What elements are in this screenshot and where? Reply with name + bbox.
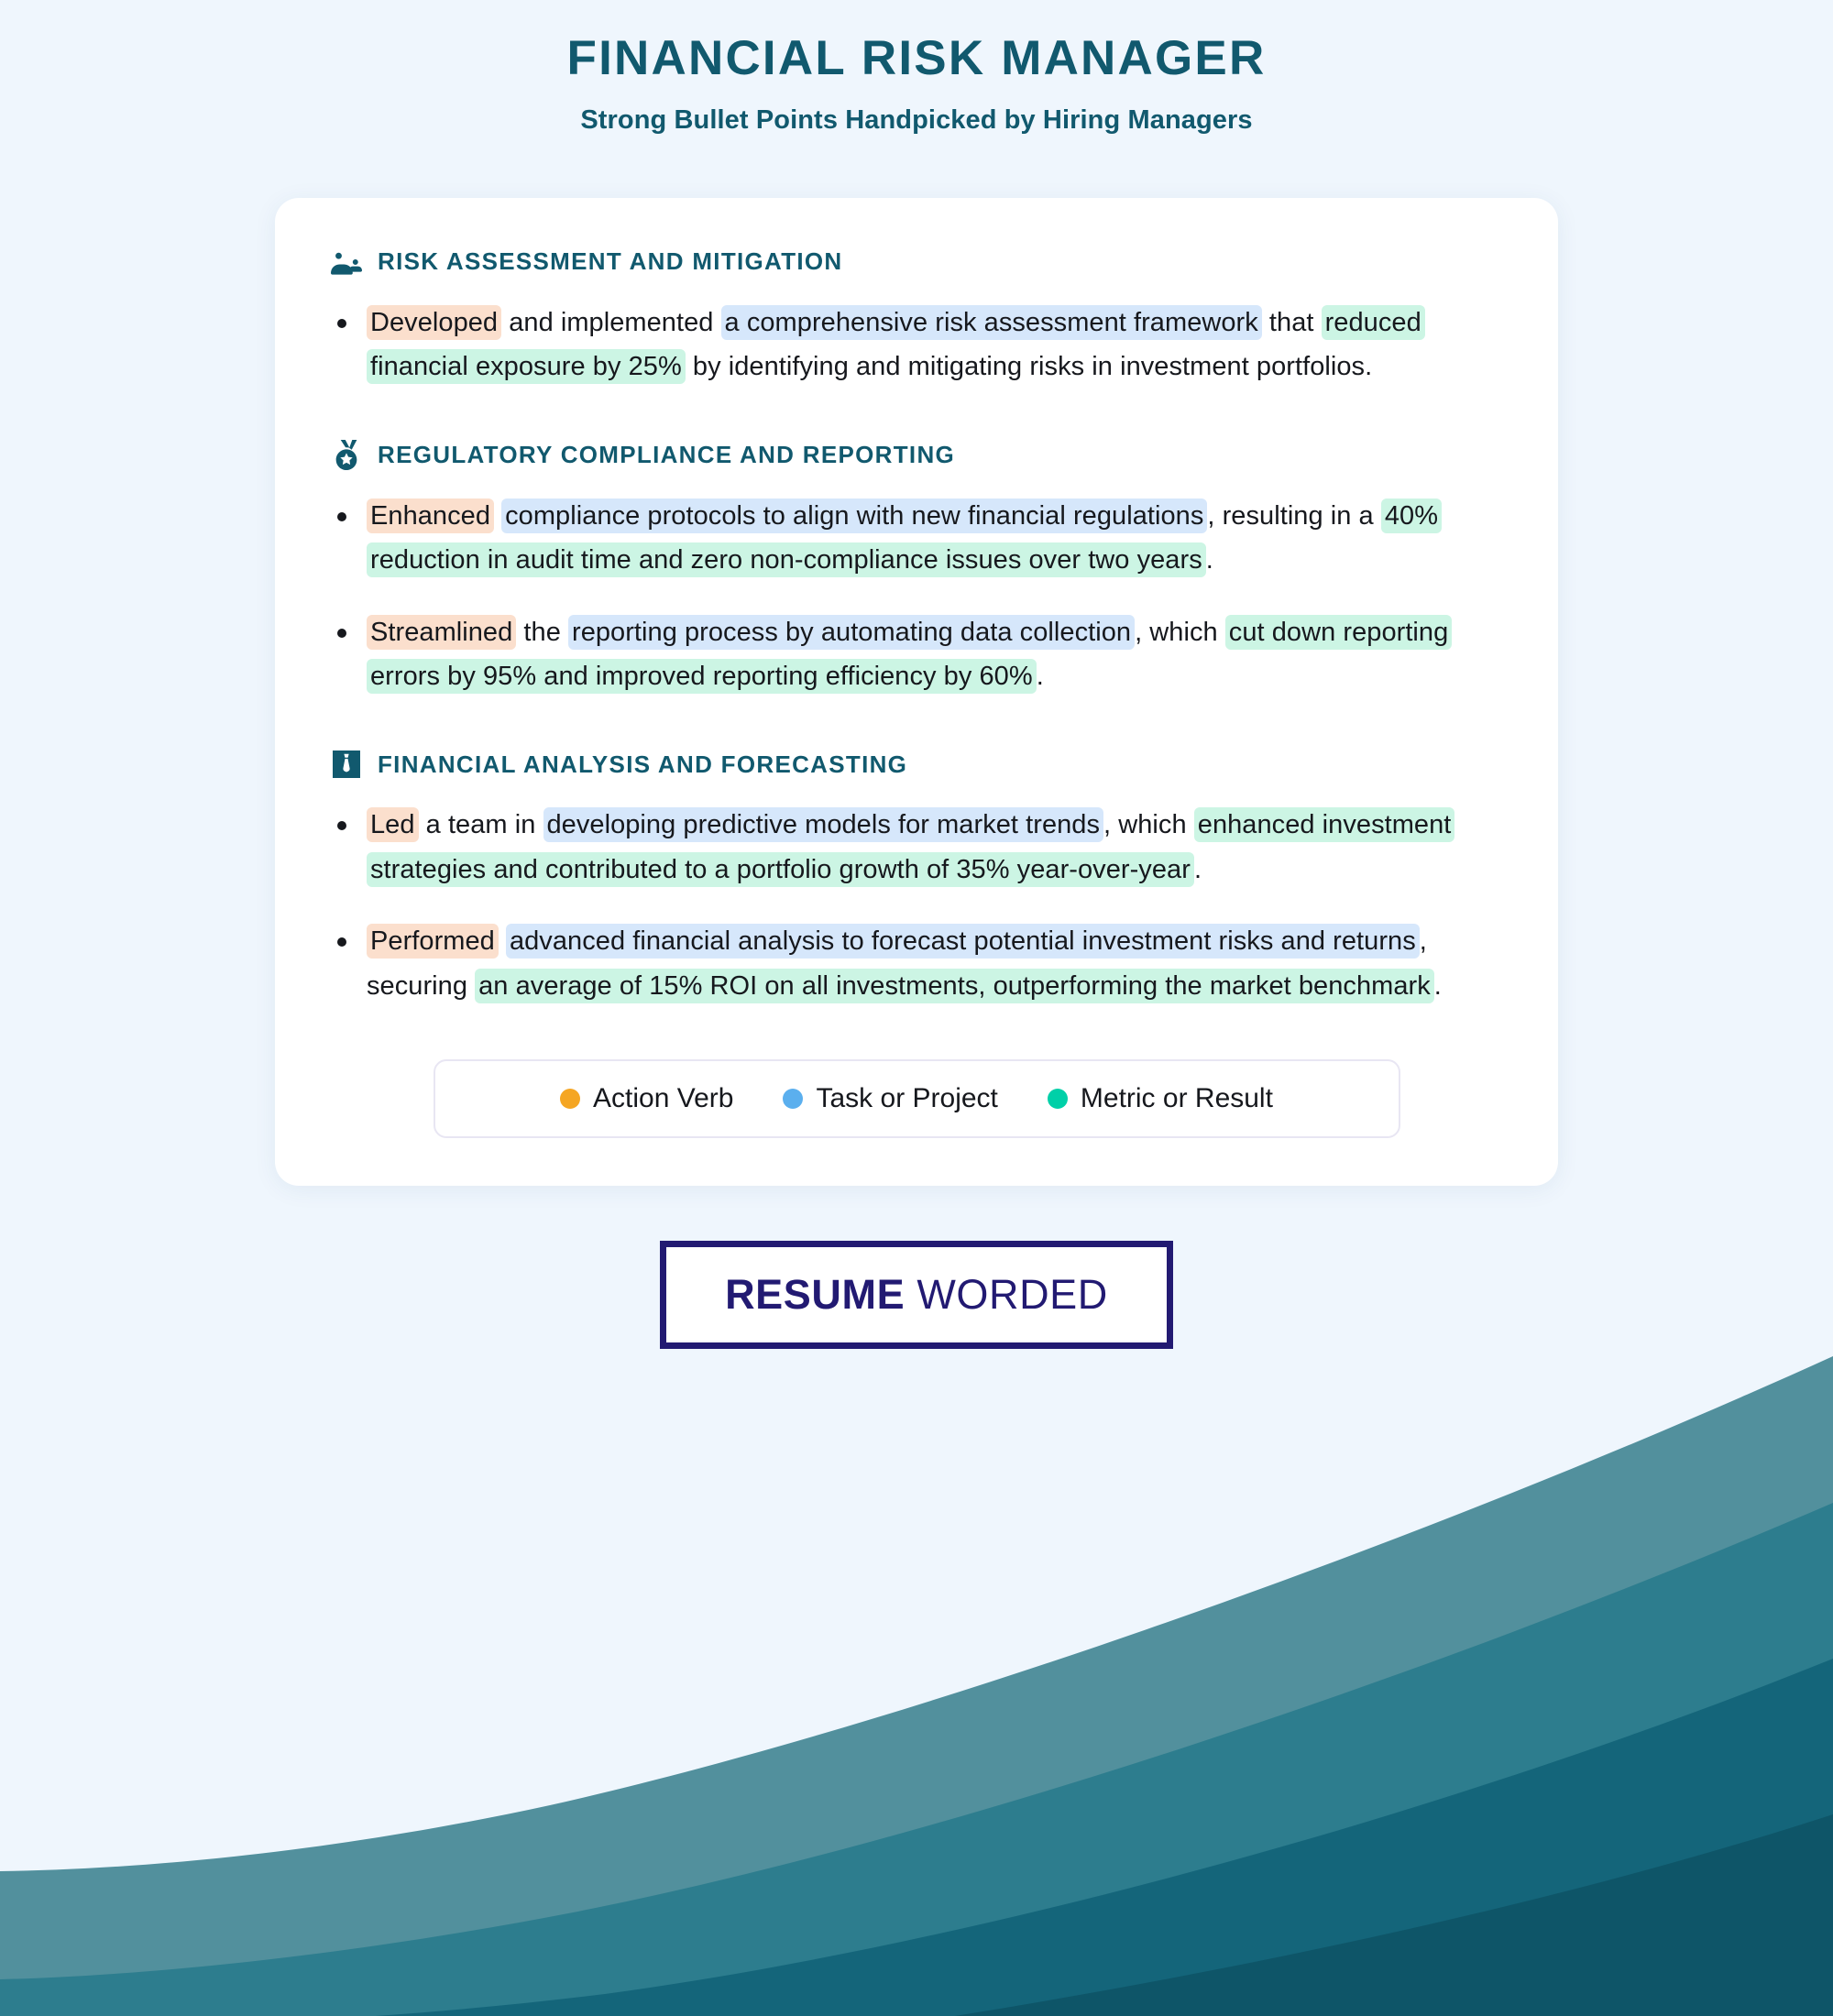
highlight-task: a comprehensive risk assessment framework: [721, 305, 1262, 340]
highlight-metric: cut down reporting errors by 95% and improved reporting efficiency by 60%: [367, 615, 1452, 694]
section-header-financial-analysis: [330, 748, 1503, 781]
highlight-task: advanced financial analysis to forecast potential investment risks and returns: [506, 924, 1420, 959]
bullet-dot-icon: [337, 319, 346, 328]
bullet-list-regulatory-compliance: [330, 494, 1503, 699]
legend-item-action-verb: [560, 1083, 733, 1114]
logo-word-resume: RESUME: [725, 1271, 906, 1319]
users-group-icon: [330, 246, 363, 279]
highlight-metric: an average of 15% ROI on all investments, outperforming the market benchmark: [475, 969, 1434, 1003]
bullet-text: Streamlined the reporting process by automating data collection , which cut down reporting errors by 95% and improved reporting efficiency by 60% .: [367, 615, 1452, 694]
wave-band-darkest: [0, 1814, 1833, 2016]
legend-dot-icon: [560, 1089, 580, 1109]
logo-word-worded: WORDED: [916, 1271, 1108, 1319]
highlight-task: compliance protocols to align with new financial regulations: [501, 499, 1207, 533]
legend-label: Task or Project: [816, 1083, 998, 1114]
page-title: FINANCIAL RISK MANAGER: [566, 31, 1267, 85]
highlight-metric: 40% reduction in audit time and zero non-compliance issues over two years: [367, 499, 1442, 577]
bullet-dot-icon: [337, 937, 346, 947]
legend-label: Metric or Result: [1080, 1083, 1273, 1114]
bullet-list-financial-analysis: [330, 803, 1503, 1008]
highlight-verb: Streamlined: [367, 615, 516, 650]
highlight-verb: Performed: [367, 924, 499, 959]
legend: [434, 1059, 1400, 1138]
legend-dot-icon: [783, 1089, 803, 1109]
bullet-text: Enhanced compliance protocols to align with new financial regulations , resulting in a 40% reduction in audit time and zero non-compliance issues over two years .: [367, 499, 1442, 577]
highlight-metric: reduced financial exposure by 25%: [367, 305, 1425, 384]
bullet-item: [330, 301, 1503, 389]
section-title: FINANCIAL ANALYSIS AND FORECASTING: [378, 750, 908, 778]
page-subtitle: Strong Bullet Points Handpicked by Hiring Managers: [580, 104, 1253, 135]
section-header-regulatory-compliance: [330, 439, 1503, 472]
page-header: [0, 0, 1833, 136]
logo-text: [725, 1271, 1108, 1319]
bullet-dot-icon: [337, 821, 346, 830]
legend-item-metric-or-result: [1048, 1083, 1273, 1114]
bullet-item: [330, 494, 1503, 583]
legend-dot-icon: [1048, 1089, 1068, 1109]
highlight-task: reporting process by automating data collection: [568, 615, 1135, 650]
bullet-dot-icon: [337, 512, 346, 521]
bullet-list-risk-assessment: [330, 301, 1503, 389]
bullet-text: Led a team in developing predictive models for market trends , which enhanced investment strategies and contributed to a portfolio growth of 35% year-over-year .: [367, 807, 1454, 886]
bullet-item: [330, 919, 1503, 1008]
wave-band-light: [0, 1356, 1833, 2016]
highlight-verb: Enhanced: [367, 499, 494, 533]
highlight-task: developing predictive models for market trends: [543, 807, 1104, 842]
bullet-item: [330, 803, 1503, 892]
legend-label: Action Verb: [593, 1083, 734, 1114]
section-title: RISK ASSESSMENT AND MITIGATION: [378, 247, 843, 276]
bullet-item: [330, 610, 1503, 699]
legend-item-task-or-project: [783, 1083, 997, 1114]
wave-band-dark: [0, 1659, 1833, 2016]
bullet-dot-icon: [337, 629, 346, 638]
highlight-metric: enhanced investment strategies and contributed to a portfolio growth of 35% year-over-year: [367, 807, 1454, 886]
bullet-points-card: [275, 198, 1558, 1186]
section-title: REGULATORY COMPLIANCE AND REPORTING: [378, 441, 956, 469]
section-header-risk-assessment: [330, 246, 1503, 279]
bullet-text: Performed advanced financial analysis to forecast potential investment risks and returns , securing an average of 15% ROI on all investments, outperforming the market benchmark .: [367, 924, 1442, 1003]
bullet-text: Developed and implemented a comprehensive risk assessment framework that reduced financial exposure by 25% by identifying and mitigating risks in investment portfolios.: [367, 305, 1425, 384]
medal-icon: [330, 439, 363, 472]
necktie-icon: [330, 748, 363, 781]
wave-band-mid: [0, 1503, 1833, 2016]
highlight-verb: Developed: [367, 305, 501, 340]
resume-worded-logo[interactable]: [660, 1241, 1173, 1349]
highlight-verb: Led: [367, 807, 419, 842]
